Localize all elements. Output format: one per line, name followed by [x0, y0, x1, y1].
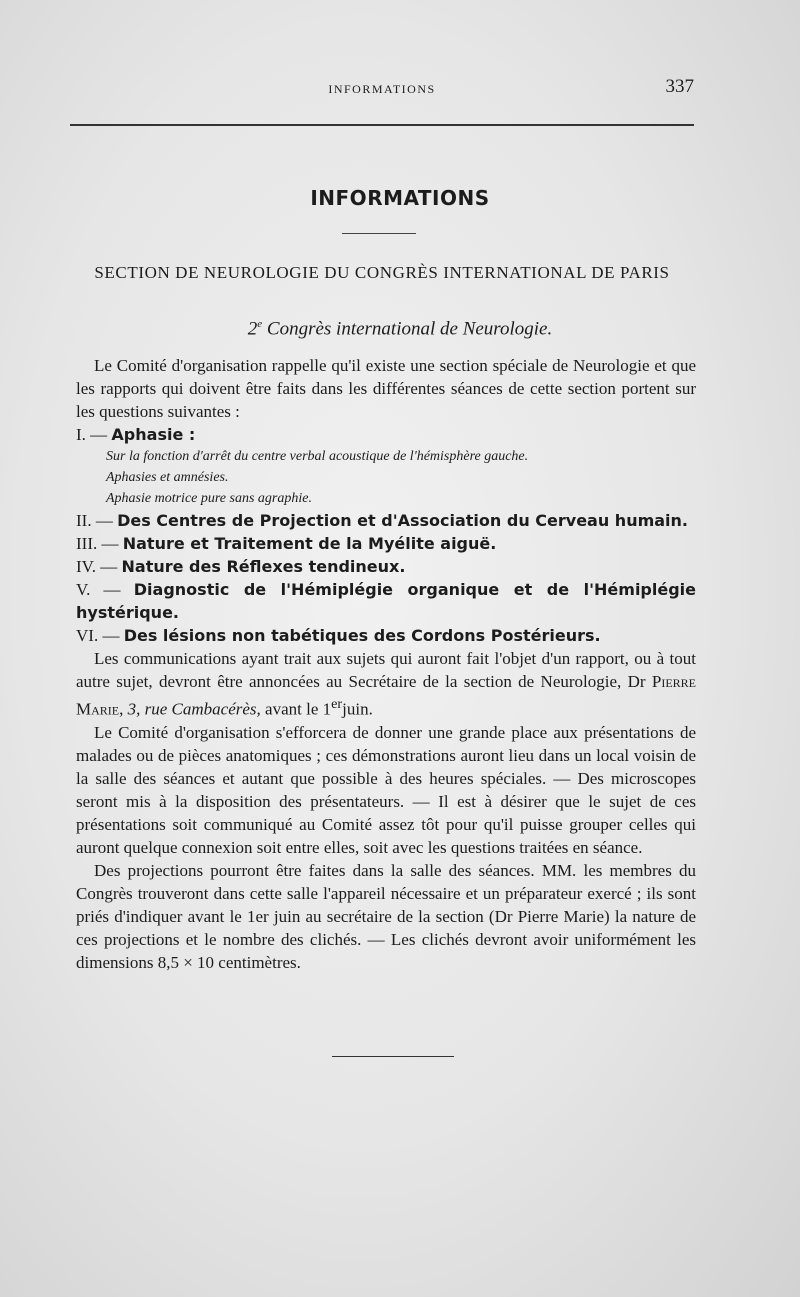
deadline-month: juin. [342, 699, 373, 719]
end-rule [332, 1056, 454, 1057]
running-title: INFORMATIONS [328, 82, 436, 96]
subtitle-text: Congrès international de Neurologie. [266, 318, 553, 340]
question-5-number: V. — [76, 580, 121, 599]
question-1-sub-1: Sur la fonction d'arrêt du centre verbal acoustique de l'hémisphère gauche. [106, 449, 529, 464]
question-2-number: II. — [76, 511, 113, 530]
presentations-paragraph: Le Comité d'organisation s'efforcera de donner une grande place aux présentations de malades ou de pièces anatomiques ; ces démonstrations auront lieu dans un local voisin de la salle des séances et autant que possible à des heures spéciales. — Des microscopes seront mis à la disposition des présentateurs. — Il est à désirer que le sujet de ces présentations soit communiqué au Comité assez tôt pour qu'il puisse grouper celles qui auront quelque connexion soit entre elles, soit avec les questions traitées en séance. [76, 722, 696, 857]
section-heading: SECTION DE NEUROLOGIE DU CONGRÈS INTERNATIONAL DE PARIS [94, 263, 670, 282]
page-title: INFORMATIONS [310, 186, 490, 210]
question-6 [76, 624, 696, 647]
intro-paragraph: Le Comité d'organisation rappelle qu'il existe une section spéciale de Neurologie et que les rapports qui doivent être faits dans les différentes séances de cette section portent sur les questions suivantes : [76, 356, 696, 421]
title-divider [342, 233, 416, 234]
congress-subtitle [0, 318, 800, 340]
communications-paragraph [76, 647, 696, 721]
dr-prefix: Dr [627, 672, 646, 691]
question-6-title: Des lésions non tabétiques des Cordons Postérieurs. [123, 626, 601, 645]
deadline-text: avant le [265, 699, 319, 719]
question-5-title: Diagnostic de l'Hémiplégie organique et de l'Hémiplégie hystérique. [76, 580, 696, 622]
question-3-title: Nature et Traitement de la Myélite aiguë. [122, 534, 497, 553]
projections-paragraph: Des projections pourront être faites dans la salle des séances. MM. les membres du Congrès trouveront dans cette salle l'appareil nécessaire et un préparateur exercé ; ils sont priés d'indiquer avant le 1er juin au secrétaire de la section (Dr Pierre Marie) la nature de ces projections et le nombre des clichés. — Les clichés devront avoir uniformément les dimensions 8,5 × 10 centimètres. [76, 860, 696, 972]
question-5 [76, 578, 696, 624]
secretary-name: Pierre Marie, [76, 672, 697, 719]
subtitle-ordinal: 2 [247, 318, 258, 340]
question-1-number: I. — [76, 425, 108, 444]
article-body [76, 354, 696, 974]
page-number: 337 [665, 76, 694, 97]
question-6-number: VI. — [76, 626, 120, 645]
deadline-day: 1 [322, 699, 332, 719]
header-rule [70, 124, 694, 126]
question-4-title: Nature des Réflexes tendineux. [121, 557, 406, 576]
secretary-address: 3, rue Cambacérès, [127, 699, 261, 719]
question-1 [76, 423, 696, 446]
subtitle-ordinal-suffix: e [257, 318, 263, 330]
communications-text: Les communications ayant trait aux sujets qui auront fait l'objet d'un rapport, ou à tout autre sujet, devront être annoncées au Secrétaire de la section de Neurologie, [76, 649, 696, 691]
question-3-number: III. — [76, 534, 119, 553]
deadline-day-suffix: er [331, 696, 343, 712]
running-header [70, 76, 694, 104]
question-4-number: IV. — [76, 557, 118, 576]
question-2-title: Des Centres de Projection et d'Association du Cerveau humain. [117, 511, 688, 530]
question-1-sub-2: Aphasies et amnésies. [106, 470, 229, 485]
question-1-sub-3: Aphasie motrice pure sans agraphie. [106, 491, 312, 506]
question-2 [76, 509, 696, 532]
question-3 [76, 532, 696, 555]
question-4 [76, 555, 696, 578]
question-1-title: Aphasie : [111, 425, 196, 444]
